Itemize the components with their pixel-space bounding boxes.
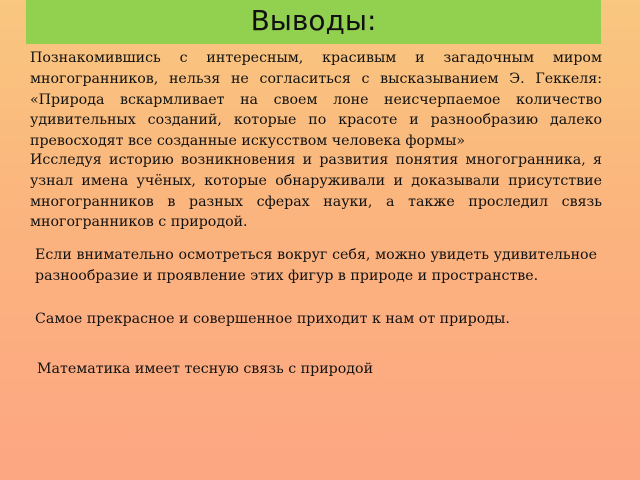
conclusion-paragraph-4: Самое прекрасное и совершенное приходит к нам от природы. [35,311,510,327]
conclusion-paragraph-2: Исследуя историю возникновения и развития понятия многогранника, я узнал имена учёных, которые обнаруживали и доказывали присутствие многогранников в разных сферах науки, а также проследил связь многогранников с природой. [30,152,602,231]
conclusion-paragraph-1: Познакомившись с интересным, красивым и загадочным миром многогранников, нельзя не согласиться с высказыванием Э. Геккеля: «Природа вскармливает на своем лоне неисчерпаемое количество удивительных созданий, которые по красоте и разнообразию далеко превосходят все созданные искусством человека формы» [30,50,602,150]
title-bar [26,0,601,44]
conclusion-paragraph-5: Математика имеет тесную связь с природой [37,361,374,377]
conclusion-paragraph-3: Если внимательно осмотреться вокруг себя, можно увидеть удивительное разнообразие и проявление этих фигур в природе и пространстве. [35,247,597,284]
slide-title: Выводы: [250,4,377,37]
